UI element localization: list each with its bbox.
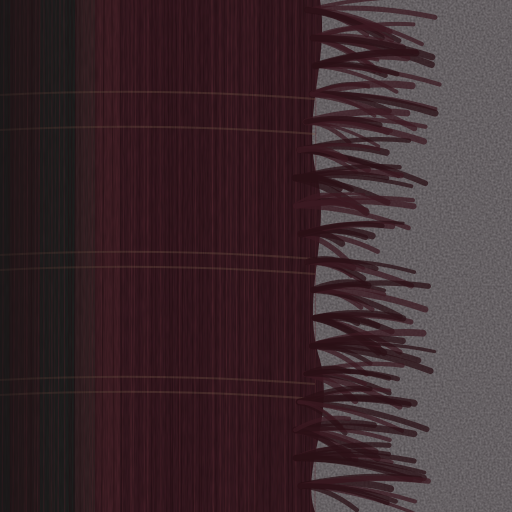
left-shade (0, 0, 140, 512)
